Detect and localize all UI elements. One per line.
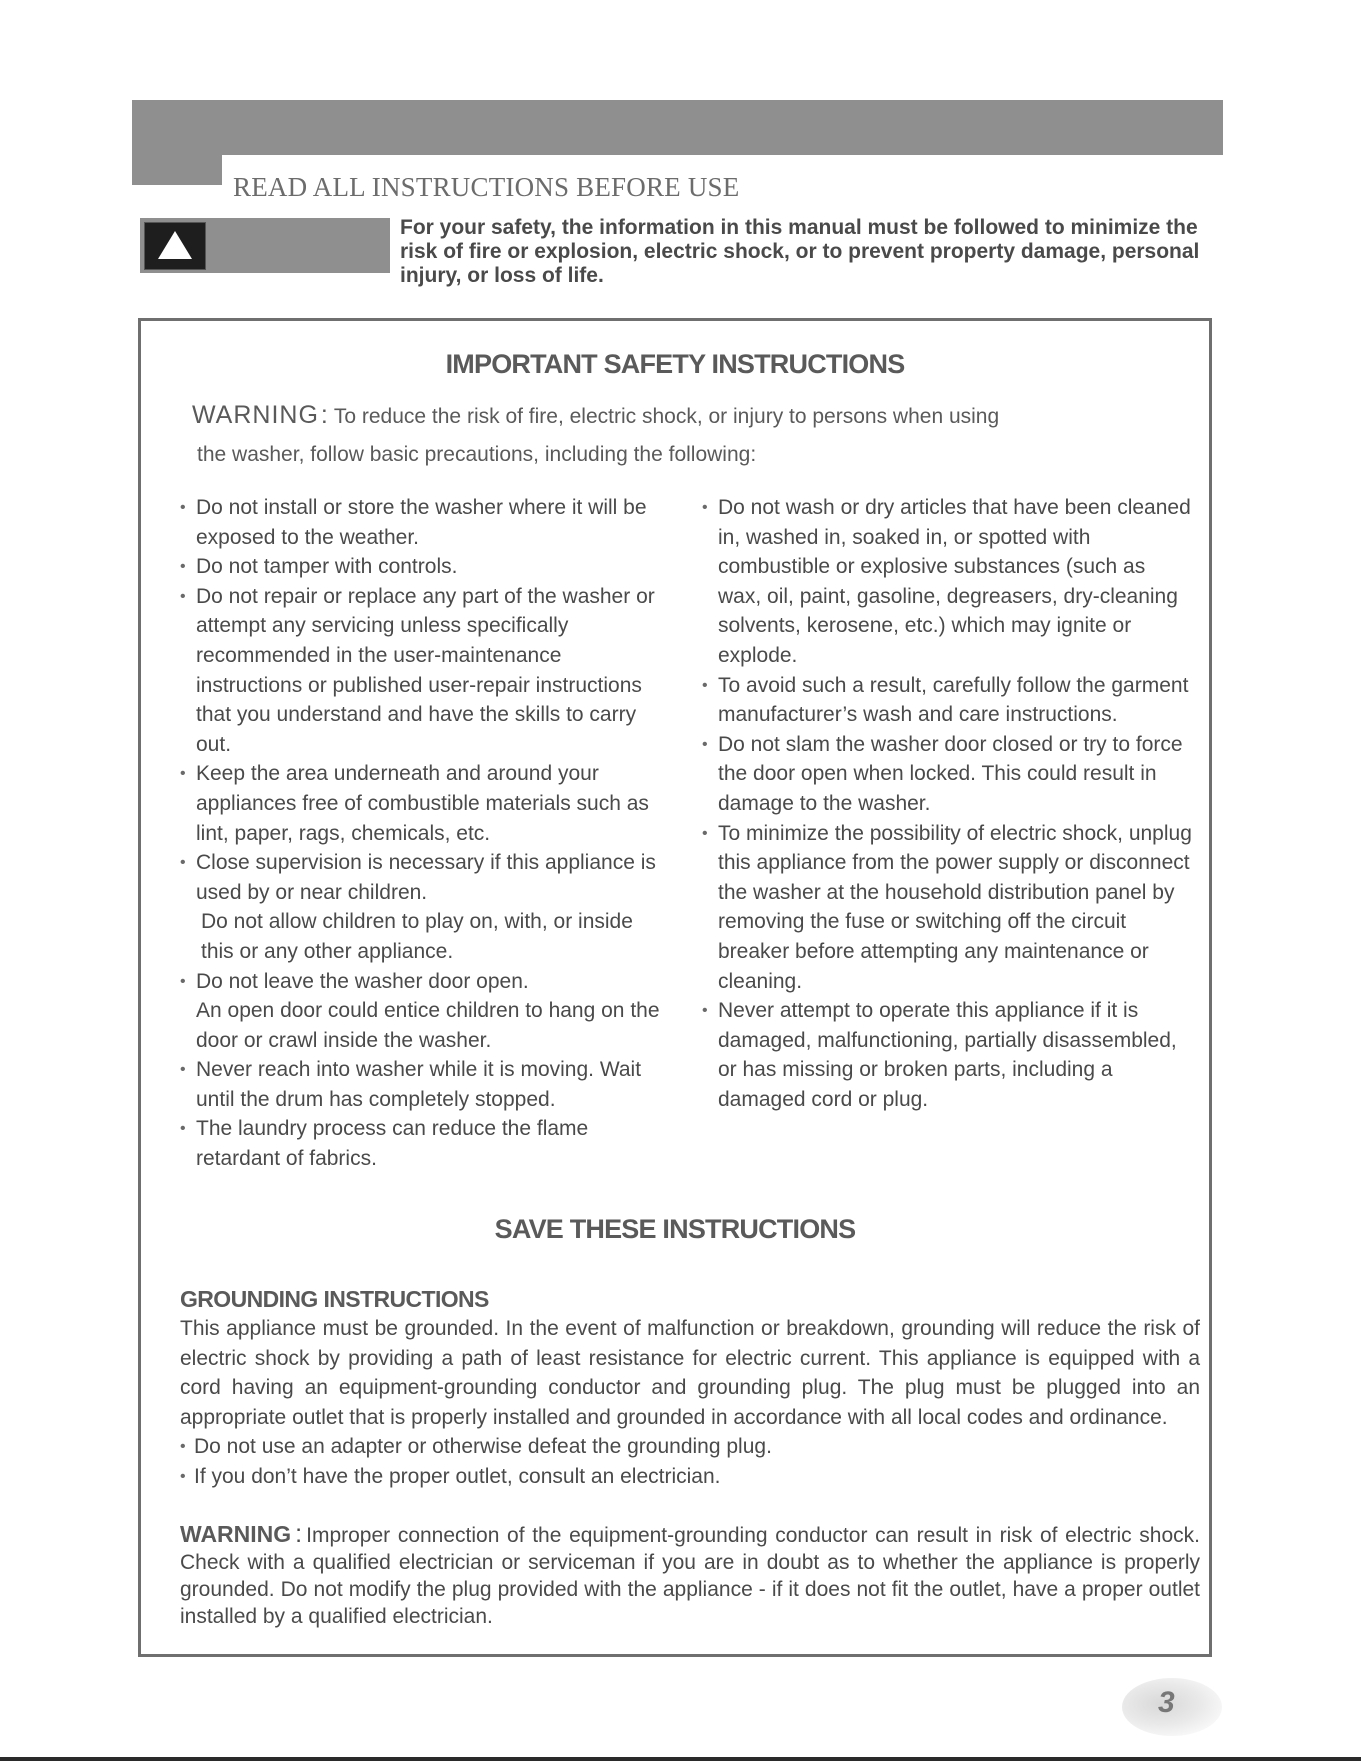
list-item-continuation: Do not allow children to play on, with, or inside this or any other appliance.	[201, 910, 633, 963]
warning2-label: WARNING	[180, 1521, 292, 1547]
header-tab	[132, 155, 222, 185]
save-title: SAVE THESE INSTRUCTIONS	[494, 1214, 856, 1244]
list-item: • Never reach into washer while it is moving. Wait until the drum has completely stopped.	[180, 1055, 660, 1114]
safety-intro: For your safety, the information in this manual must be followed to minimize the risk of fire or explosion, electric shock, or to prevent property damage, personal injury, or loss of life.	[400, 216, 1200, 287]
warning2-text: Improper connection of the equipment-grounding conductor can result in risk of electric shock. Check with a qualified electrician or serviceman if you are in doubt as to whether the appliance is properly grounded. Do not modify the plug provided with the appliance - if it does not fit the outlet, have a proper outlet installed by a qualified electrician.	[180, 1524, 1200, 1628]
warning-label: WARNING	[192, 401, 319, 429]
grounding-title: GROUNDING INSTRUCTIONS	[180, 1286, 489, 1312]
important-title: IMPORTANT SAFETY INSTRUCTIONS	[445, 349, 905, 379]
right-column	[702, 493, 1192, 1114]
grounding-section	[180, 1314, 1200, 1491]
grounding-bullet: • Do not use an adapter or otherwise defeat the grounding plug.	[180, 1432, 1200, 1462]
list-item: • Close supervision is necessary if this appliance is used by or near children.	[180, 848, 660, 907]
list-item-continuation: An open door could entice children to hang on the door or crawl inside the washer.	[196, 999, 660, 1052]
grounding-bullet: • If you don’t have the proper outlet, consult an electrician.	[180, 1462, 1200, 1492]
list-item: • Do not tamper with controls.	[180, 552, 660, 582]
list-item: • Keep the area underneath and around your appliances free of combustible materials such as lint, paper, rags, chemicals, etc.	[180, 759, 660, 848]
list-item: • Do not slam the washer door closed or try to force the door open when locked. This could result in damage to the washer.	[702, 730, 1192, 819]
section-heading: READ ALL INSTRUCTIONS BEFORE USE	[233, 172, 740, 202]
warning-badge	[140, 218, 390, 273]
grounding-warning	[180, 1521, 1200, 1630]
left-column	[180, 493, 660, 1174]
warning-badge-inner	[144, 222, 206, 270]
list-item: • Never attempt to operate this appliance if it is damaged, malfunctioning, partially disassembled, or has missing or broken parts, including a damaged cord or plug.	[702, 996, 1192, 1114]
grounding-body: This appliance must be grounded. In the event of malfunction or breakdown, grounding will reduce the risk of electric shock by providing a path of least resistance for electric current. This appliance is equipped with a cord having an equipment-grounding conductor and grounding plug. The plug must be plugged into an appropriate outlet that is properly installed and grounded in accordance with all local codes and ordinance.	[180, 1317, 1200, 1429]
list-item: • To avoid such a result, carefully follow the garment manufacturer’s wash and care instructions.	[702, 671, 1192, 730]
safety-instructions-box	[138, 318, 1212, 1657]
page-number: 3	[1158, 1686, 1175, 1719]
list-item: • Do not install or store the washer where it will be exposed to the weather.	[180, 493, 660, 552]
warning-text: To reduce the risk of fire, electric shock, or injury to persons when using	[333, 405, 1000, 428]
bottom-rule	[0, 1757, 1361, 1761]
warning-continuation: the washer, follow basic precautions, including the following:	[197, 443, 757, 466]
list-item: • Do not repair or replace any part of the washer or attempt any servicing unless specifically recommended in the user-maintenance instructions or published user-repair instructions that you understand and have the skills to carry out.	[180, 582, 660, 760]
header-bar	[132, 100, 1223, 155]
warning-colon: :	[320, 401, 328, 429]
list-item: • To minimize the possibility of electric shock, unplug this appliance from the power supply or disconnect the washer at the household distribution panel by removing the fuse or switching off the circuit breaker before attempting any maintenance or cleaning.	[702, 819, 1192, 997]
list-item: • The laundry process can reduce the flame retardant of fabrics.	[180, 1114, 660, 1173]
warning-triangle-icon	[158, 231, 192, 259]
list-item: • Do not leave the washer door open.	[180, 967, 660, 997]
list-item: • Do not wash or dry articles that have been cleaned in, washed in, soaked in, or spotted with combustible or explosive substances (such as wax, oil, paint, gasoline, degreasers, dry-cleaning solvents, kerosene, etc.) which may ignite or explode.	[702, 493, 1192, 671]
warning-line	[192, 401, 999, 430]
warning2-colon: :	[295, 1520, 303, 1548]
